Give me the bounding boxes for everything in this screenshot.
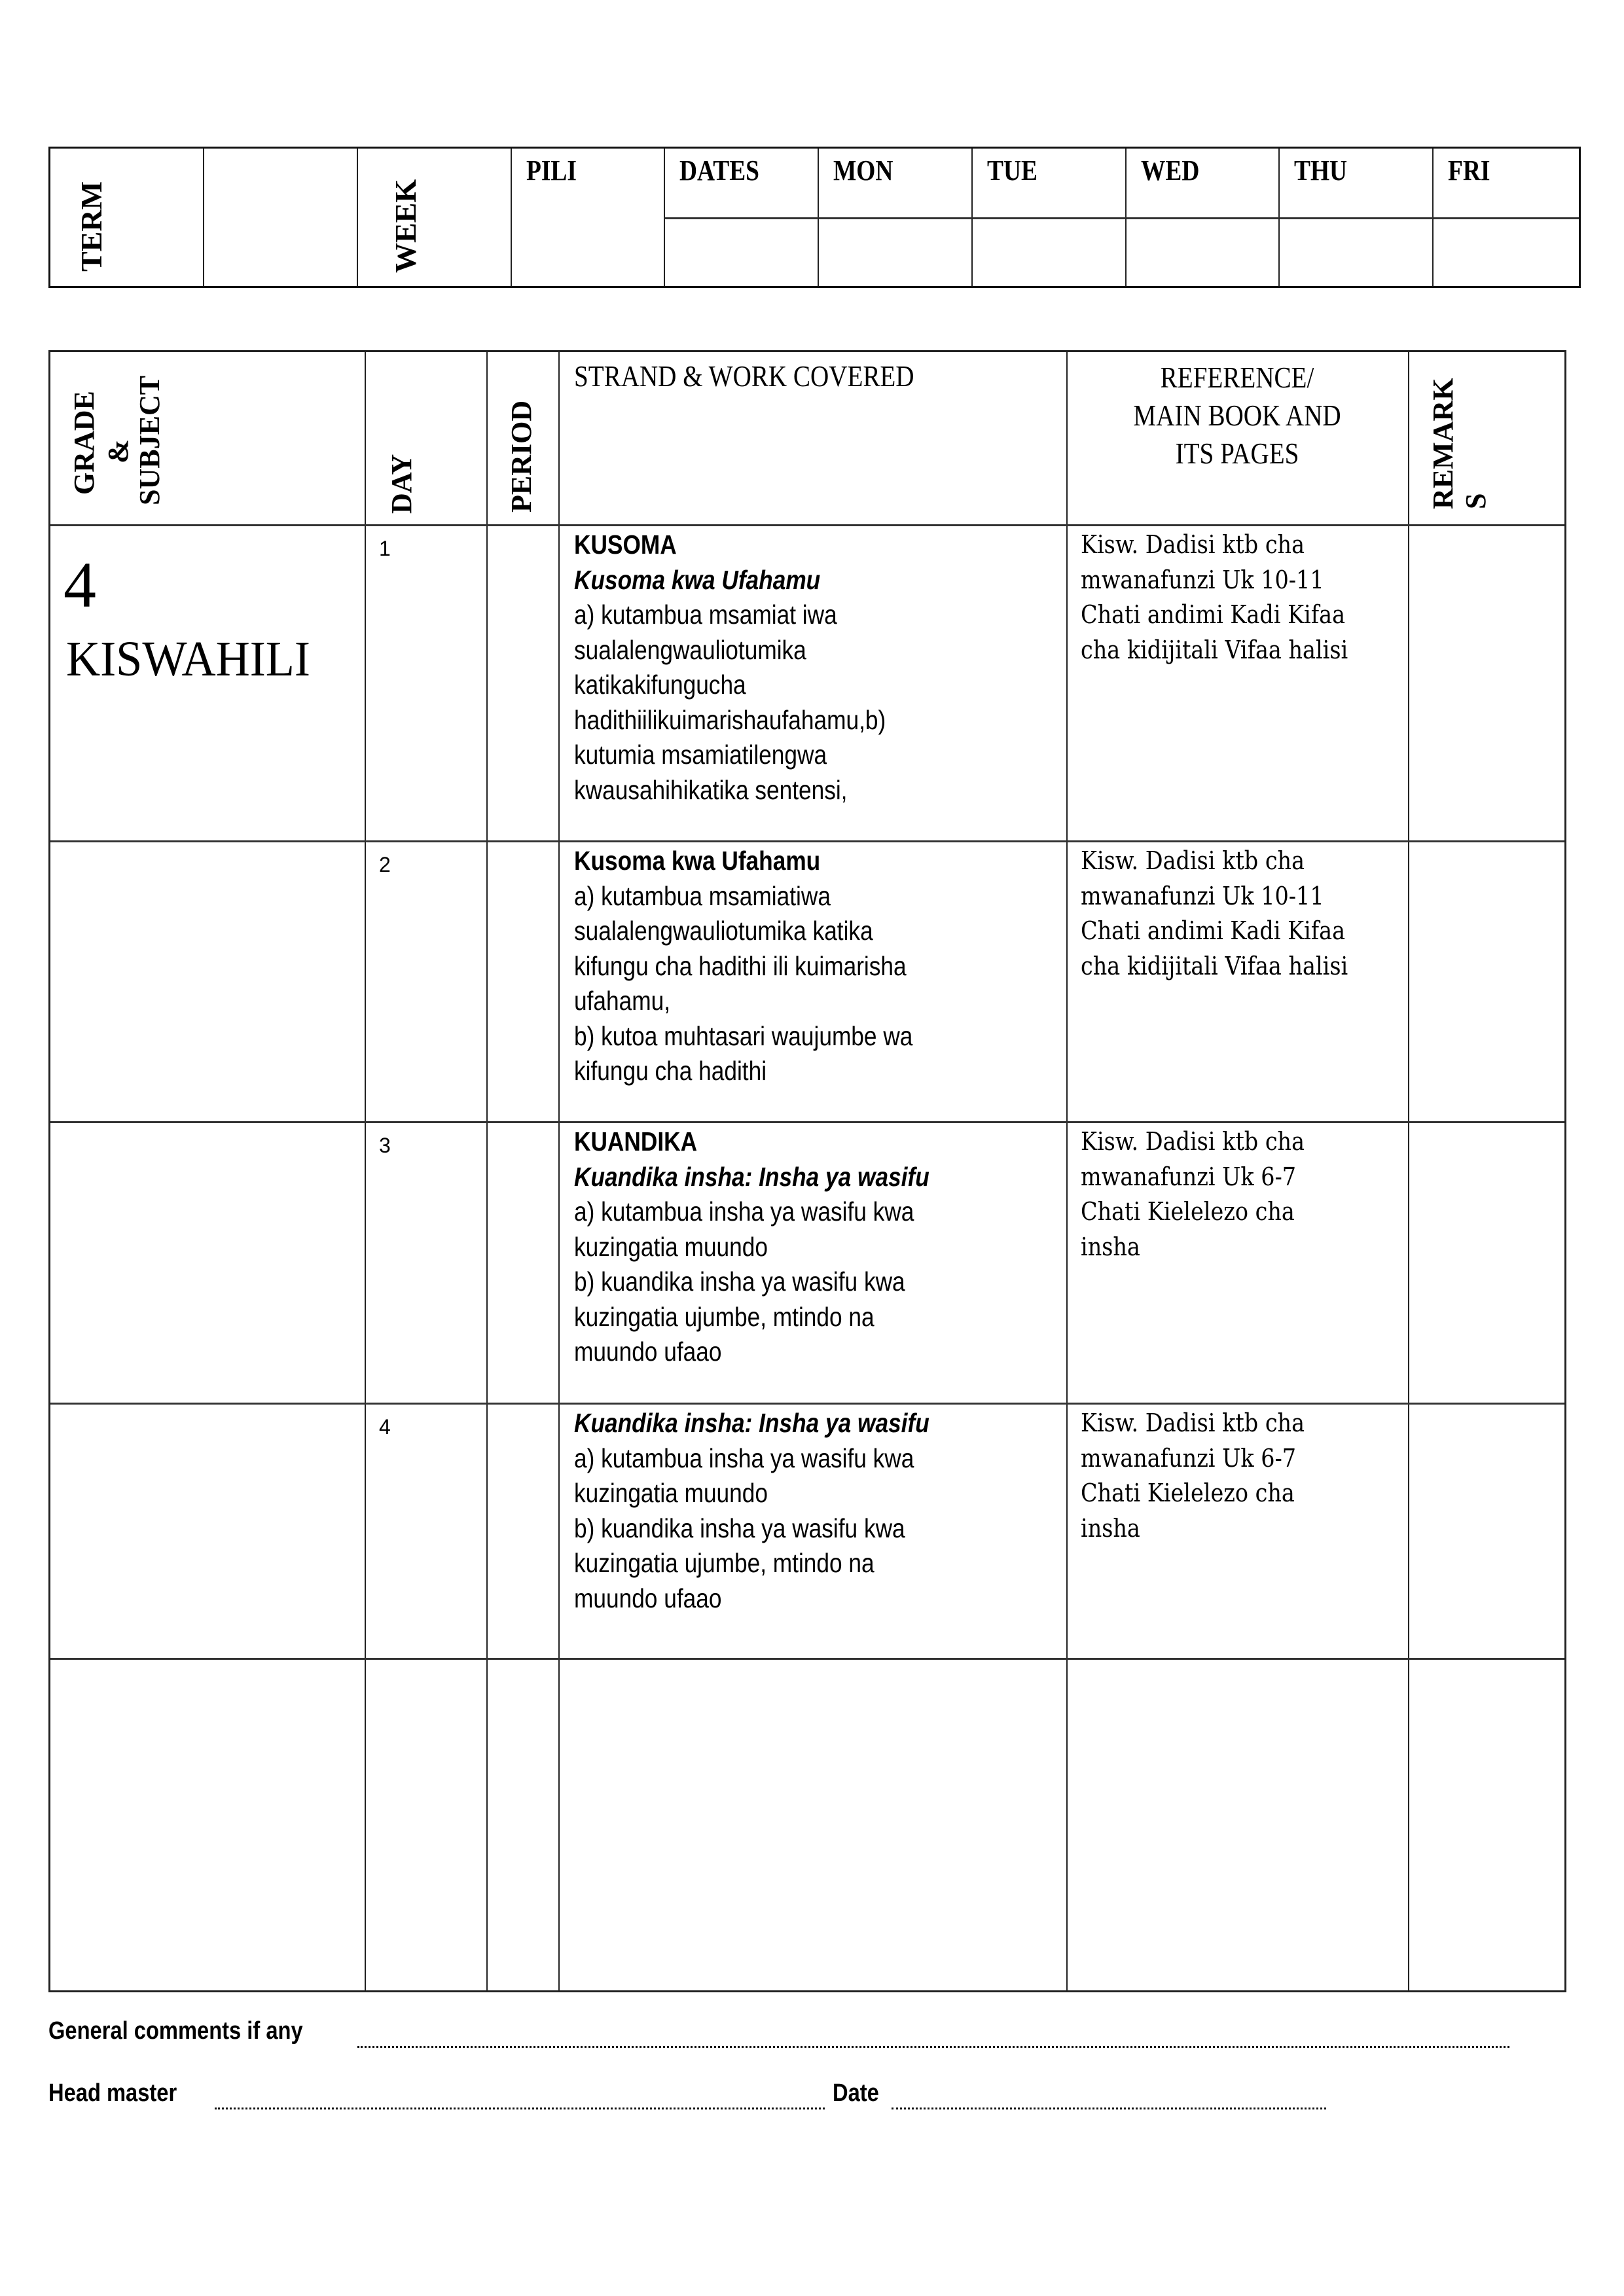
day-label-mon: MON (833, 154, 893, 187)
day-date-tue[interactable] (973, 217, 1127, 286)
strand-line: b) kuandika insha ya wasifu kwa (574, 1266, 905, 1297)
dates-label: DATES (679, 154, 759, 187)
date-field[interactable] (892, 2108, 1326, 2109)
strand-line: kutumia msamiatilengwa (574, 740, 827, 770)
remarks-header (1408, 352, 1564, 524)
table-row-1-reference (1066, 526, 1408, 840)
strand-header-label: STRAND & WORK COVERED (574, 359, 914, 393)
reference-header-line2: MAIN BOOK AND (1133, 399, 1341, 432)
reference-line: mwanafunzi Uk 10-11 (1081, 565, 1324, 594)
period-header (486, 352, 558, 524)
day-header-tue (973, 149, 1127, 217)
table-row-3-period[interactable] (486, 1123, 558, 1403)
reference-line: Chati andimi Kadi Kifaa (1081, 916, 1346, 945)
reference-line: Chati andimi Kadi Kifaa (1081, 600, 1346, 629)
day-date-mon[interactable] (819, 217, 973, 286)
day-header-fri (1434, 149, 1579, 217)
table-row-5-strand[interactable] (558, 1660, 1066, 1990)
table-row-2-strand (558, 842, 1066, 1121)
strand-title: KUSOMA (574, 529, 677, 560)
strand-header (558, 352, 1066, 524)
reference-line: Chati Kielelezo cha (1081, 1479, 1295, 1507)
strand-content (574, 1406, 1070, 1616)
remarks-header-line2: S (1460, 493, 1492, 509)
week-value: PILI (526, 154, 577, 187)
grade-subject-header (50, 352, 365, 524)
strand-line: muundo ufaao (574, 1583, 722, 1613)
strand-line: kwausahihikatika sentensi, (574, 774, 848, 805)
strand-line: a) kutambua msamiatiwa (574, 880, 831, 911)
table-row-4-reference (1066, 1405, 1408, 1658)
day-date-fri[interactable] (1434, 217, 1579, 286)
strand-line: a) kutambua insha ya wasifu kwa (574, 1196, 914, 1227)
strand-line: kuzingatia muundo (574, 1231, 768, 1262)
substrand-title: Kuandika insha: Insha ya wasifu (574, 1161, 929, 1192)
table-row-5-remarks[interactable] (1408, 1660, 1564, 1990)
day-header (365, 352, 486, 524)
reference-header-label (1092, 359, 1382, 473)
reference-line: cha kidijitali Vifaa halisi (1081, 951, 1348, 980)
reference-content (1081, 844, 1403, 984)
strand-line: katikakifungucha (574, 670, 746, 700)
day-number: 3 (379, 1134, 391, 1157)
table-row-1-day (365, 526, 486, 840)
reference-line: insha (1081, 1513, 1140, 1543)
day-number: 4 (379, 1415, 391, 1439)
day-header-label: DAY (386, 454, 418, 514)
strand-line: hadithiilikuimarishaufahamu,b) (574, 704, 886, 735)
reference-content (1081, 1124, 1403, 1265)
strand-line: muundo ufaao (574, 1336, 722, 1367)
grade-header-line3: SUBJECT (134, 375, 166, 505)
day-date-wed[interactable] (1127, 217, 1280, 286)
day-header-mon (819, 149, 973, 217)
day-number: 1 (379, 537, 391, 560)
day-number: 2 (379, 853, 391, 876)
table-row-2-reference (1066, 842, 1408, 1121)
grade-header-line1: GRADE (68, 391, 100, 495)
period-header-label: PERIOD (505, 400, 537, 512)
strand-line: a) kutambua msamiat iwa (574, 600, 837, 630)
term-week-table (48, 147, 1581, 288)
day-label-thu: THU (1294, 154, 1348, 187)
reference-line: insha (1081, 1232, 1140, 1261)
subject-value: KISWAHILI (66, 632, 310, 687)
grade-header-line2: & (102, 439, 134, 463)
table-row-5-period[interactable] (486, 1660, 558, 1990)
reference-line: mwanafunzi Uk 6-7 (1081, 1443, 1297, 1473)
reference-line: mwanafunzi Uk 6-7 (1081, 1162, 1297, 1191)
remarks-header-line1: REMARK (1427, 378, 1459, 509)
table-row-3-remarks[interactable] (1408, 1123, 1564, 1403)
strand-line: b) kuandika insha ya wasifu kwa (574, 1513, 905, 1543)
strand-line: sualalengwauliotumika katika (574, 916, 873, 946)
day-label-wed: WED (1141, 154, 1200, 187)
strand-content (574, 528, 1070, 808)
dates-value-cell[interactable] (665, 217, 819, 286)
grade-value: 4 (63, 548, 96, 621)
table-row-4-strand (558, 1405, 1066, 1658)
strand-line: kifungu cha hadithi (574, 1056, 767, 1086)
headmaster-label: Head master (48, 2079, 177, 2107)
reference-header-line1: REFERENCE/ (1160, 361, 1314, 394)
strand-title: KUANDIKA (574, 1126, 698, 1157)
reference-line: cha kidijitali Vifaa halisi (1081, 635, 1348, 664)
reference-line: Kisw. Dadisi ktb cha (1081, 846, 1305, 875)
strand-content (574, 844, 1070, 1089)
strand-line: kifungu cha hadithi ili kuimarisha (574, 950, 907, 981)
strand-line: sualalengwauliotumika (574, 634, 806, 665)
table-row-4-day (365, 1405, 486, 1658)
strand-line: b) kutoa muhtasari waujumbe wa (574, 1020, 913, 1051)
dates-label-cell (665, 149, 819, 217)
strand-line: kuzingatia muundo (574, 1478, 768, 1508)
week-label: WEEK (389, 179, 422, 273)
row-divider (50, 840, 365, 842)
day-header-wed (1127, 149, 1280, 217)
table-row-4-remarks[interactable] (1408, 1405, 1564, 1658)
date-label: Date (833, 2079, 879, 2107)
reference-line: Kisw. Dadisi ktb cha (1081, 1127, 1305, 1156)
term-value-cell[interactable] (204, 149, 358, 286)
strand-line: a) kutambua insha ya wasifu kwa (574, 1443, 914, 1473)
table-row-4-period[interactable] (486, 1405, 558, 1658)
term-label: TERM (75, 181, 108, 272)
strand-line: kuzingatia ujumbe, mtindo na (574, 1301, 875, 1332)
table-row-5-day[interactable] (365, 1660, 486, 1990)
table-row-1-remarks[interactable] (1408, 526, 1564, 840)
reference-content (1081, 528, 1403, 668)
substrand-title: Kusoma kwa Ufahamu (574, 846, 821, 876)
table-row-5-grade[interactable] (50, 1660, 365, 1990)
week-label-cell (358, 149, 512, 286)
table-row-3-day (365, 1123, 486, 1403)
table-row-1-period[interactable] (486, 526, 558, 840)
day-label-tue: TUE (987, 154, 1038, 187)
substrand-title: Kuandika insha: Insha ya wasifu (574, 1408, 929, 1438)
strand-line: ufahamu, (574, 986, 671, 1016)
reference-line: Chati Kielelezo cha (1081, 1197, 1295, 1226)
table-row-1-strand (558, 526, 1066, 840)
table-row-3-reference (1066, 1123, 1408, 1403)
strand-content (574, 1124, 1070, 1370)
table-row-5-reference[interactable] (1066, 1660, 1408, 1990)
term-label-cell (50, 149, 204, 286)
table-row-2-remarks[interactable] (1408, 842, 1564, 1121)
table-row-3-strand (558, 1123, 1066, 1403)
day-header-thu (1280, 149, 1434, 217)
strand-line: kuzingatia ujumbe, mtindo na (574, 1548, 875, 1578)
reference-line: mwanafunzi Uk 10-11 (1081, 881, 1324, 910)
reference-header-line3: ITS PAGES (1175, 437, 1299, 470)
grade-subject-cell (50, 526, 365, 840)
reference-line: Kisw. Dadisi ktb cha (1081, 530, 1305, 559)
general-comments-label: General comments if any (48, 2017, 303, 2045)
day-label-fri: FRI (1448, 154, 1490, 187)
table-row-2-period[interactable] (486, 842, 558, 1121)
general-comments-field[interactable] (357, 2046, 1509, 2048)
day-date-thu[interactable] (1280, 217, 1434, 286)
reference-line: Kisw. Dadisi ktb cha (1081, 1408, 1305, 1437)
headmaster-field[interactable] (215, 2108, 825, 2109)
reference-header (1066, 352, 1408, 524)
reference-content (1081, 1406, 1403, 1546)
lesson-plan-table (48, 350, 1566, 1992)
substrand-title: Kusoma kwa Ufahamu (574, 564, 821, 595)
week-value-cell[interactable] (512, 149, 665, 286)
table-row-2-day (365, 842, 486, 1121)
